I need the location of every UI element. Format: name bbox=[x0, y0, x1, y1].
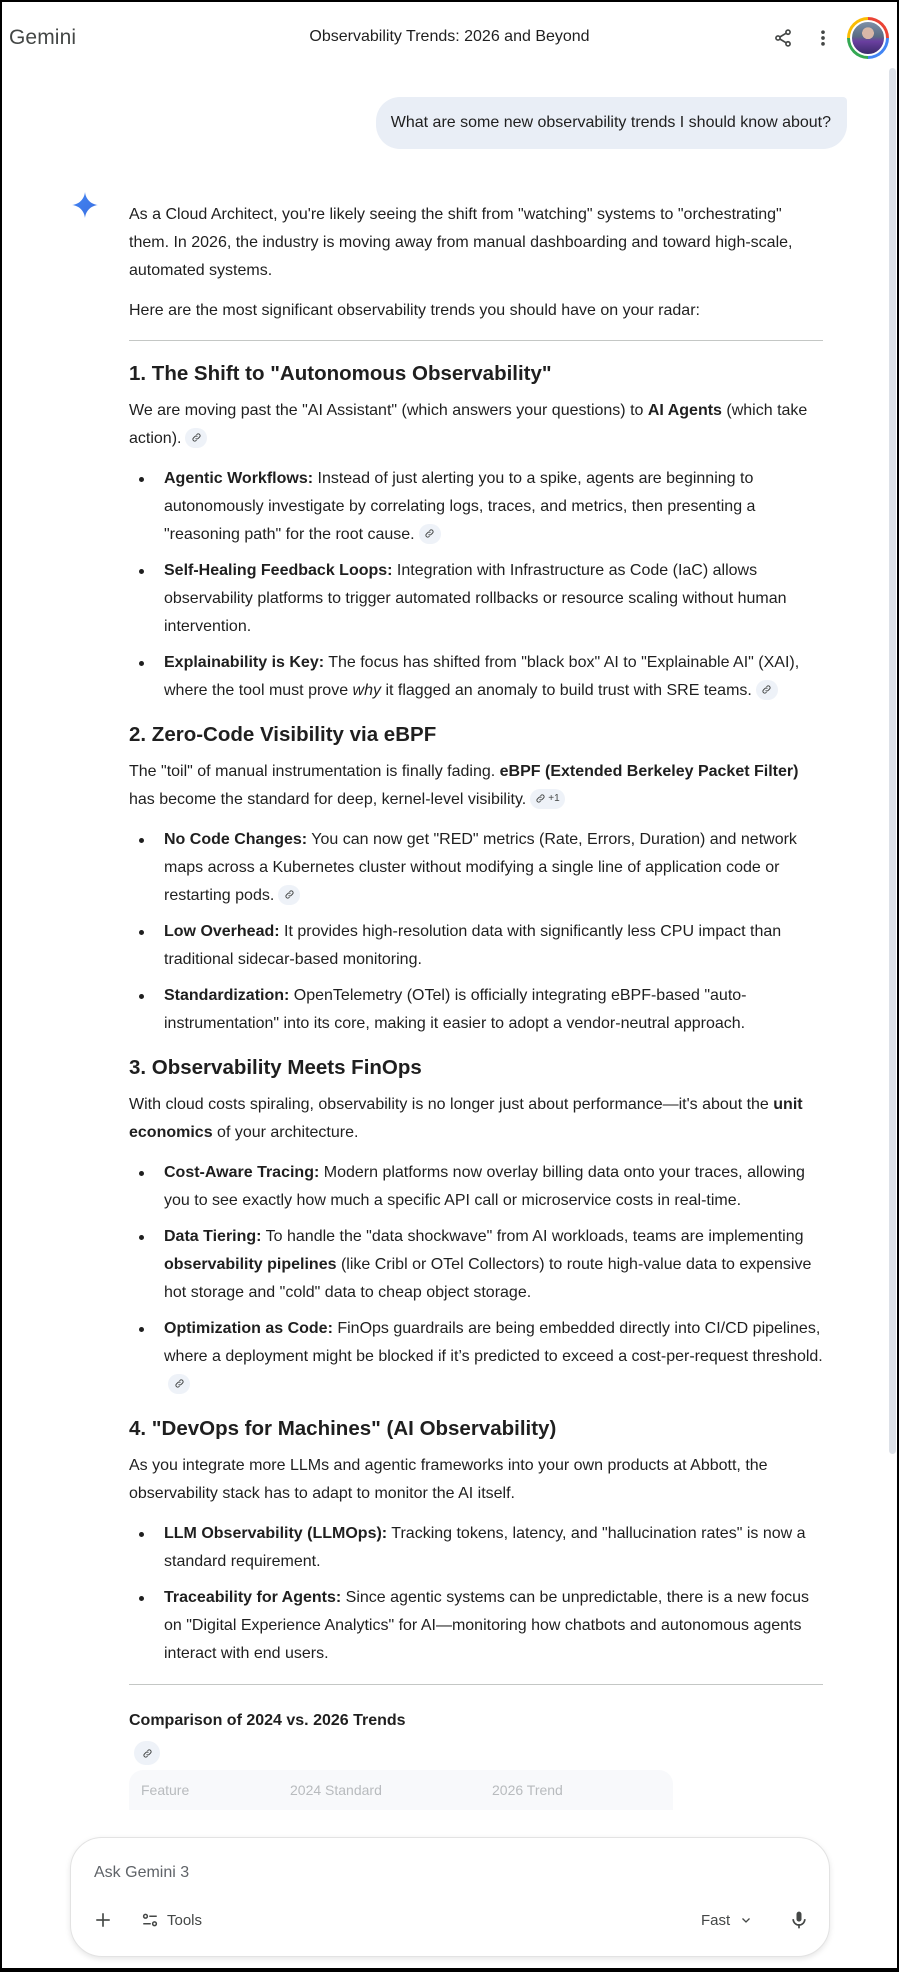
source-chip[interactable] bbox=[168, 1374, 190, 1394]
bullet-list bbox=[129, 1159, 823, 1399]
tools-icon bbox=[141, 1911, 159, 1929]
model-response bbox=[129, 201, 823, 1810]
bullet-list bbox=[129, 826, 823, 1038]
list-item: Agentic Workflows: Instead of just alerting you to a spike, agents are beginning to autonomously investigate by correlating logs, traces, and metrics, then presenting a "reasoning path" for the root cause. bbox=[129, 465, 823, 549]
more-vert-icon bbox=[813, 28, 833, 48]
section-lead: We are moving past the "AI Assistant" (which answers your questions) to AI Agents (which take action). bbox=[129, 402, 808, 447]
link-icon bbox=[142, 1748, 153, 1759]
user-message-bubble: What are some new observability trends I should know about? bbox=[376, 97, 847, 149]
mode-label: Fast bbox=[701, 1911, 731, 1929]
list-item: Standardization: OpenTelemetry (OTel) is officially integrating eBPF-based "auto-instrumentation" into its core, making it easier to adopt a vendor-neutral approach. bbox=[129, 982, 823, 1038]
column-header: 2026 Trend bbox=[492, 1782, 563, 1799]
chevron-down-icon bbox=[740, 1914, 752, 1926]
user-avatar[interactable] bbox=[847, 17, 889, 59]
list-item: Explainability is Key: The focus has shifted from "black box" AI to "Explainable AI" (XAI), where the tool must prove why it flagged an anomaly to build trust with SRE teams. bbox=[129, 649, 823, 705]
source-count: +1 bbox=[548, 792, 560, 804]
list-item: Traceability for Agents: Since agentic systems can be unpredictable, there is a new focus on "Digital Experience Analytics" for AI—monitoring how chatbots and autonomous agents interact with end users. bbox=[129, 1584, 823, 1668]
section-heading: 1. The Shift to "Autonomous Observability" bbox=[129, 362, 552, 385]
list-item: Optimization as Code: FinOps guardrails are being embedded directly into CI/CD pipelines, where a deployment might be blocked if it’s predicted to exceed a cost-per-request threshold. bbox=[129, 1315, 823, 1399]
source-chip[interactable] bbox=[185, 428, 207, 448]
bullet-list bbox=[129, 1520, 823, 1668]
source-chip[interactable] bbox=[756, 680, 778, 700]
comparison-title: Comparison of 2024 vs. 2026 Trends bbox=[129, 1712, 406, 1729]
link-icon bbox=[424, 528, 435, 539]
tools-button[interactable] bbox=[141, 1906, 202, 1934]
share-button[interactable] bbox=[765, 20, 801, 56]
prompt-composer bbox=[70, 1837, 830, 1957]
intro-paragraph: As a Cloud Architect, you're likely seeing the shift from "watching" systems to "orchestrating" them. In 2026, the industry is moving away from manual dashboarding and toward high-scale, automated systems. bbox=[129, 206, 793, 279]
prompt-input[interactable] bbox=[94, 1860, 694, 1886]
list-item: Low Overhead: It provides high-resolution data with significantly less CPU impact than traditional sidecar-based monitoring. bbox=[129, 918, 823, 974]
list-item: LLM Observability (LLMOps): Tracking tokens, latency, and "hallucination rates" is now a standard requirement. bbox=[129, 1520, 823, 1576]
divider bbox=[129, 340, 823, 341]
plus-icon bbox=[94, 1911, 112, 1929]
brand-logo[interactable]: Gemini bbox=[9, 26, 77, 49]
section-lead: With cloud costs spiraling, observability is no longer just about performance—it's about the unit economics of your architecture. bbox=[129, 1096, 803, 1141]
gemini-window bbox=[2, 2, 897, 1968]
share-icon bbox=[773, 28, 793, 48]
column-header: Feature bbox=[141, 1782, 190, 1799]
link-icon bbox=[761, 684, 772, 695]
link-icon bbox=[191, 432, 202, 443]
source-chip[interactable] bbox=[134, 1741, 160, 1765]
section-heading: 3. Observability Meets FinOps bbox=[129, 1056, 422, 1079]
scrollbar-thumb[interactable] bbox=[889, 68, 896, 1454]
link-icon bbox=[284, 889, 295, 900]
link-icon bbox=[535, 793, 546, 804]
more-options-button[interactable] bbox=[805, 20, 841, 56]
source-chip[interactable] bbox=[419, 524, 441, 544]
microphone-button[interactable] bbox=[783, 1904, 815, 1936]
conversation-title: Observability Trends: 2026 and Beyond bbox=[309, 28, 590, 45]
tools-label: Tools bbox=[167, 1911, 203, 1929]
divider bbox=[129, 1684, 823, 1685]
intro-paragraph-2: Here are the most significant observability trends you should have on your radar: bbox=[129, 302, 700, 319]
add-attachment-button[interactable] bbox=[89, 1906, 117, 1934]
section-lead: The "toil" of manual instrumentation is finally fading. eBPF (Extended Berkeley Packet Filter) has become the standard for deep, kernel-level visibility. +1 bbox=[129, 758, 823, 814]
section-lead: As you integrate more LLMs and agentic frameworks into your own products at Abbott, the observability stack has to adapt to monitor the AI itself. bbox=[129, 1457, 768, 1502]
list-item: Cost-Aware Tracing: Modern platforms now overlay billing data onto your traces, allowing you to see exactly how much a specific API call or microservice costs in real-time. bbox=[129, 1159, 823, 1215]
source-chip[interactable] bbox=[530, 789, 564, 809]
bullet-list bbox=[129, 465, 823, 705]
column-header: 2024 Standard bbox=[290, 1782, 382, 1799]
top-bar bbox=[2, 2, 897, 74]
link-icon bbox=[174, 1378, 185, 1389]
comparison-table-header bbox=[129, 1770, 673, 1810]
source-chip[interactable] bbox=[278, 885, 300, 905]
avatar-image bbox=[850, 20, 886, 56]
list-item: Self-Healing Feedback Loops: Integration with Infrastructure as Code (IaC) allows observability platforms to trigger automated rollbacks or resource scaling without human intervention. bbox=[129, 557, 823, 641]
section-heading: 2. Zero-Code Visibility via eBPF bbox=[129, 723, 437, 746]
section-heading: 4. "DevOps for Machines" (AI Observability) bbox=[129, 1417, 557, 1440]
model-mode-dropdown[interactable] bbox=[701, 1906, 752, 1934]
microphone-icon bbox=[789, 1910, 809, 1930]
list-item: Data Tiering: To handle the "data shockwave" from AI workloads, teams are implementing observability pipelines (like Cribl or OTel Collectors) to route high-value data to expensive hot storage and "cold" data to cheap object storage. bbox=[129, 1223, 823, 1307]
list-item: No Code Changes: You can now get "RED" metrics (Rate, Errors, Duration) and network maps across a Kubernetes cluster without modifying a single line of application code or restarting pods. bbox=[129, 826, 823, 910]
gemini-spark-icon bbox=[72, 192, 98, 218]
